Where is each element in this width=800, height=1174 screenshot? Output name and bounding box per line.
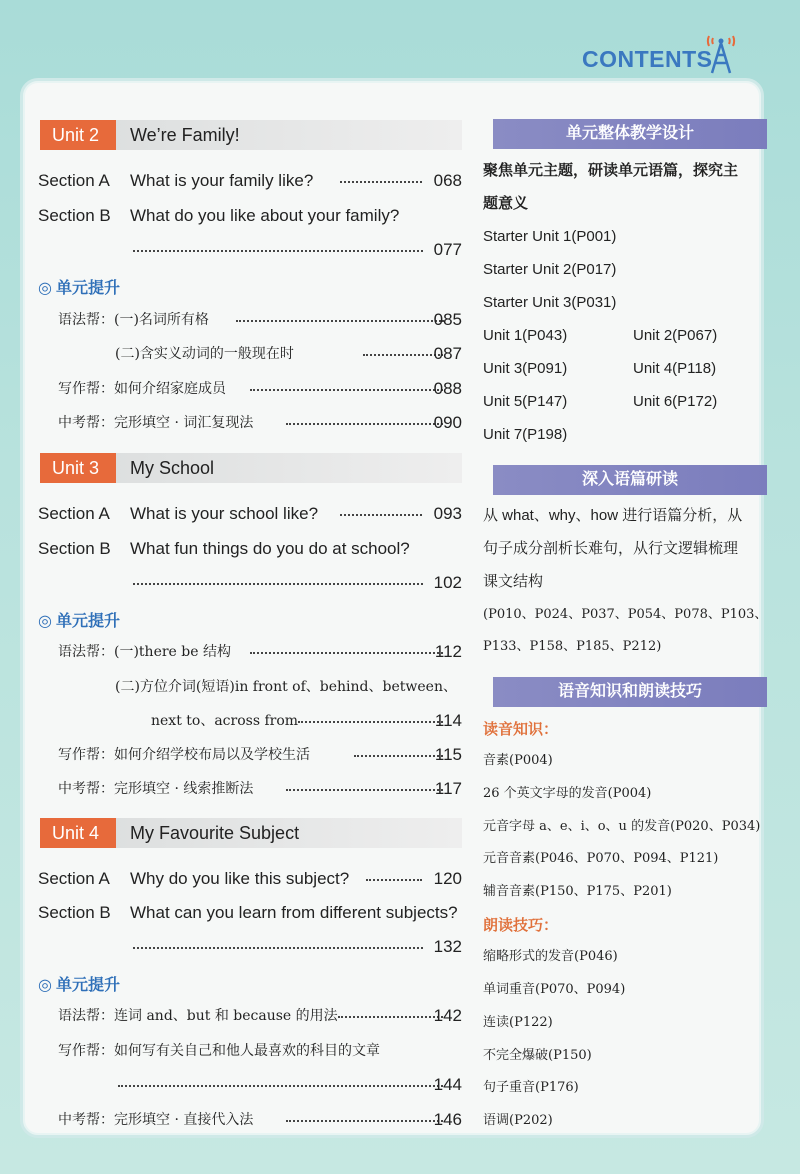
unit-improve-heading: ◎ 单元提升	[38, 613, 120, 630]
leader-dots	[286, 777, 443, 791]
unit-2-header[interactable]	[40, 120, 462, 150]
phonics-section-header: 语音知识和朗读技巧	[493, 677, 767, 707]
leader-dots	[118, 1073, 443, 1087]
page-number: 068	[433, 171, 462, 190]
circle-bullet-icon: ◎	[38, 280, 52, 297]
section-label: Section A	[38, 171, 110, 190]
page-number: 115	[434, 745, 462, 764]
unit-improve-heading: ◎ 单元提升	[38, 280, 120, 297]
leader-dots	[133, 238, 423, 252]
design-link-starter-3[interactable]: Starter Unit 3(P031)	[483, 294, 617, 311]
section-label: Section B	[38, 903, 111, 922]
reading-skill-item[interactable]: 句子重音(P176)	[483, 1080, 579, 1095]
leader-dots	[286, 411, 443, 425]
design-intro-line-1: 聚焦单元主题，研读单元语篇，探究主	[483, 162, 739, 179]
unit-name: We’re Family!	[130, 125, 240, 145]
page-number: 146	[433, 1110, 462, 1129]
toc-entry-u3-grammar-1[interactable]: 语法帮：(一)there be 结构 112	[58, 640, 462, 664]
section-label: Section B	[38, 539, 111, 558]
unit-improve-heading: ◎ 单元提升	[38, 977, 120, 994]
contents-title: CONTENTS	[582, 46, 713, 72]
reading-line-3: 课文结构	[483, 573, 544, 590]
toc-entry-u4-grammar[interactable]: 语法帮：连词 and、but 和 because 的用法 142	[58, 1004, 462, 1028]
design-link-unit-6[interactable]: Unit 6(P172)	[633, 393, 718, 410]
section-title: Why do you like this subject?	[130, 869, 350, 888]
toc-entry-u4-exam[interactable]: 中考帮：完形填空 · 直接代入法 146	[58, 1108, 462, 1132]
phonics-item[interactable]: 元音字母 a、e、i、o、u 的发音(P020、P034)	[483, 819, 761, 834]
leader-dots	[133, 571, 423, 585]
design-link-starter-2[interactable]: Starter Unit 2(P017)	[483, 261, 617, 278]
reading-section-header: 深入语篇研读	[493, 465, 767, 495]
page-number: 142	[433, 1006, 462, 1025]
broadcast-tower-icon	[702, 34, 740, 74]
toc-entry-u2-grammar-1[interactable]: 语法帮：(一)名词所有格 085	[58, 308, 462, 332]
design-link-unit-1[interactable]: Unit 1(P043)	[483, 327, 568, 344]
reading-pages-line-2[interactable]: P133、P158、P185、P212)	[483, 639, 662, 654]
page-number: 093	[433, 504, 462, 523]
circle-bullet-icon: ◎	[38, 977, 52, 994]
section-title: What is your school like?	[130, 504, 319, 523]
leader-dots	[133, 935, 423, 949]
page-number: 088	[433, 379, 462, 398]
page-number: 120	[433, 869, 462, 888]
design-section-header: 单元整体教学设计	[493, 119, 767, 149]
leader-dots	[286, 1108, 443, 1122]
section-title: What fun things do you do at school?	[130, 539, 410, 558]
reading-line-1: 从 what、why、how 进行语篇分析，从	[483, 507, 743, 524]
reading-line-2: 句子成分剖析长难句，从行文逻辑梳理	[483, 540, 739, 557]
unit-name: My School	[130, 458, 215, 478]
section-label: Section A	[38, 869, 110, 888]
phonics-item[interactable]: 元音音素(P046、P070、P094、P121)	[483, 851, 719, 866]
leader-dots	[236, 308, 444, 322]
unit-tag: Unit 2	[40, 120, 116, 150]
leader-dots	[363, 342, 443, 356]
circle-bullet-icon: ◎	[38, 613, 52, 630]
design-link-unit-5[interactable]: Unit 5(P147)	[483, 393, 568, 410]
leader-dots	[250, 640, 443, 654]
leader-dots	[298, 709, 443, 723]
unit-4-header[interactable]	[40, 818, 462, 848]
page-number: 102	[433, 573, 462, 592]
section-label: Section B	[38, 206, 111, 225]
page-number: 144	[433, 1075, 462, 1094]
page-number: 085	[433, 310, 462, 329]
page-number: 114	[434, 711, 462, 730]
reading-skills-subheading: 朗读技巧：	[483, 917, 559, 934]
section-title: What do you like about your family?	[130, 206, 400, 225]
phonics-item[interactable]: 音素(P004)	[483, 753, 553, 768]
design-link-unit-3[interactable]: Unit 3(P091)	[483, 360, 568, 377]
page-number: 090	[433, 413, 462, 432]
design-link-unit-2[interactable]: Unit 2(P067)	[633, 327, 718, 344]
design-link-starter-1[interactable]: Starter Unit 1(P001)	[483, 228, 617, 245]
reading-skill-item[interactable]: 连读(P122)	[483, 1015, 553, 1030]
leader-dots	[338, 1004, 443, 1018]
phonics-subheading: 读音知识：	[483, 721, 559, 738]
page-number: 132	[433, 937, 462, 956]
unit-name: My Favourite Subject	[130, 823, 300, 843]
toc-entry-u2-writing[interactable]: 写作帮：如何介绍家庭成员 088	[58, 377, 462, 401]
reading-skill-item[interactable]: 语调(P202)	[483, 1113, 553, 1128]
unit-3-header[interactable]	[40, 453, 462, 483]
reading-skill-item[interactable]: 不完全爆破(P150)	[483, 1048, 592, 1063]
design-link-unit-4[interactable]: Unit 4(P118)	[633, 360, 717, 377]
section-title: What can you learn from different subjects?	[130, 903, 458, 922]
reading-skill-item[interactable]: 单词重音(P070、P094)	[483, 982, 626, 997]
design-link-unit-7[interactable]: Unit 7(P198)	[483, 426, 568, 443]
page-number: 112	[434, 642, 462, 661]
phonics-item[interactable]: 26 个英文字母的发音(P004)	[483, 786, 652, 801]
leader-dots	[354, 743, 443, 757]
toc-entry-u3-exam[interactable]: 中考帮：完形填空 · 线索推断法 117	[58, 777, 462, 801]
page-number: 117	[434, 779, 462, 798]
page-number: 087	[433, 344, 462, 363]
unit-tag: Unit 4	[40, 818, 116, 848]
phonics-item[interactable]: 辅音音素(P150、P175、P201)	[483, 884, 672, 899]
leader-dots	[340, 169, 422, 183]
unit-tag: Unit 3	[40, 453, 116, 483]
toc-entry-u2-exam[interactable]: 中考帮：完形填空 · 词汇复现法 090	[58, 411, 462, 435]
reading-skill-item[interactable]: 缩略形式的发音(P046)	[483, 949, 618, 964]
section-label: Section A	[38, 504, 110, 523]
leader-dots	[366, 867, 422, 881]
toc-entry-u3-writing[interactable]: 写作帮：如何介绍学校布局以及学校生活 115	[58, 743, 462, 767]
leader-dots	[340, 502, 422, 516]
toc-entry-u4-writing[interactable]: 写作帮：如何写有关自己和他人最喜欢的科目的文章	[58, 1043, 380, 1059]
leader-dots	[250, 377, 443, 391]
page-number: 077	[433, 240, 462, 259]
reading-pages-line-1[interactable]: (P010、P024、P037、P054、P078、P103、	[483, 607, 768, 622]
section-title: What is your family like?	[130, 171, 314, 190]
design-intro-line-2: 题意义	[483, 195, 529, 212]
